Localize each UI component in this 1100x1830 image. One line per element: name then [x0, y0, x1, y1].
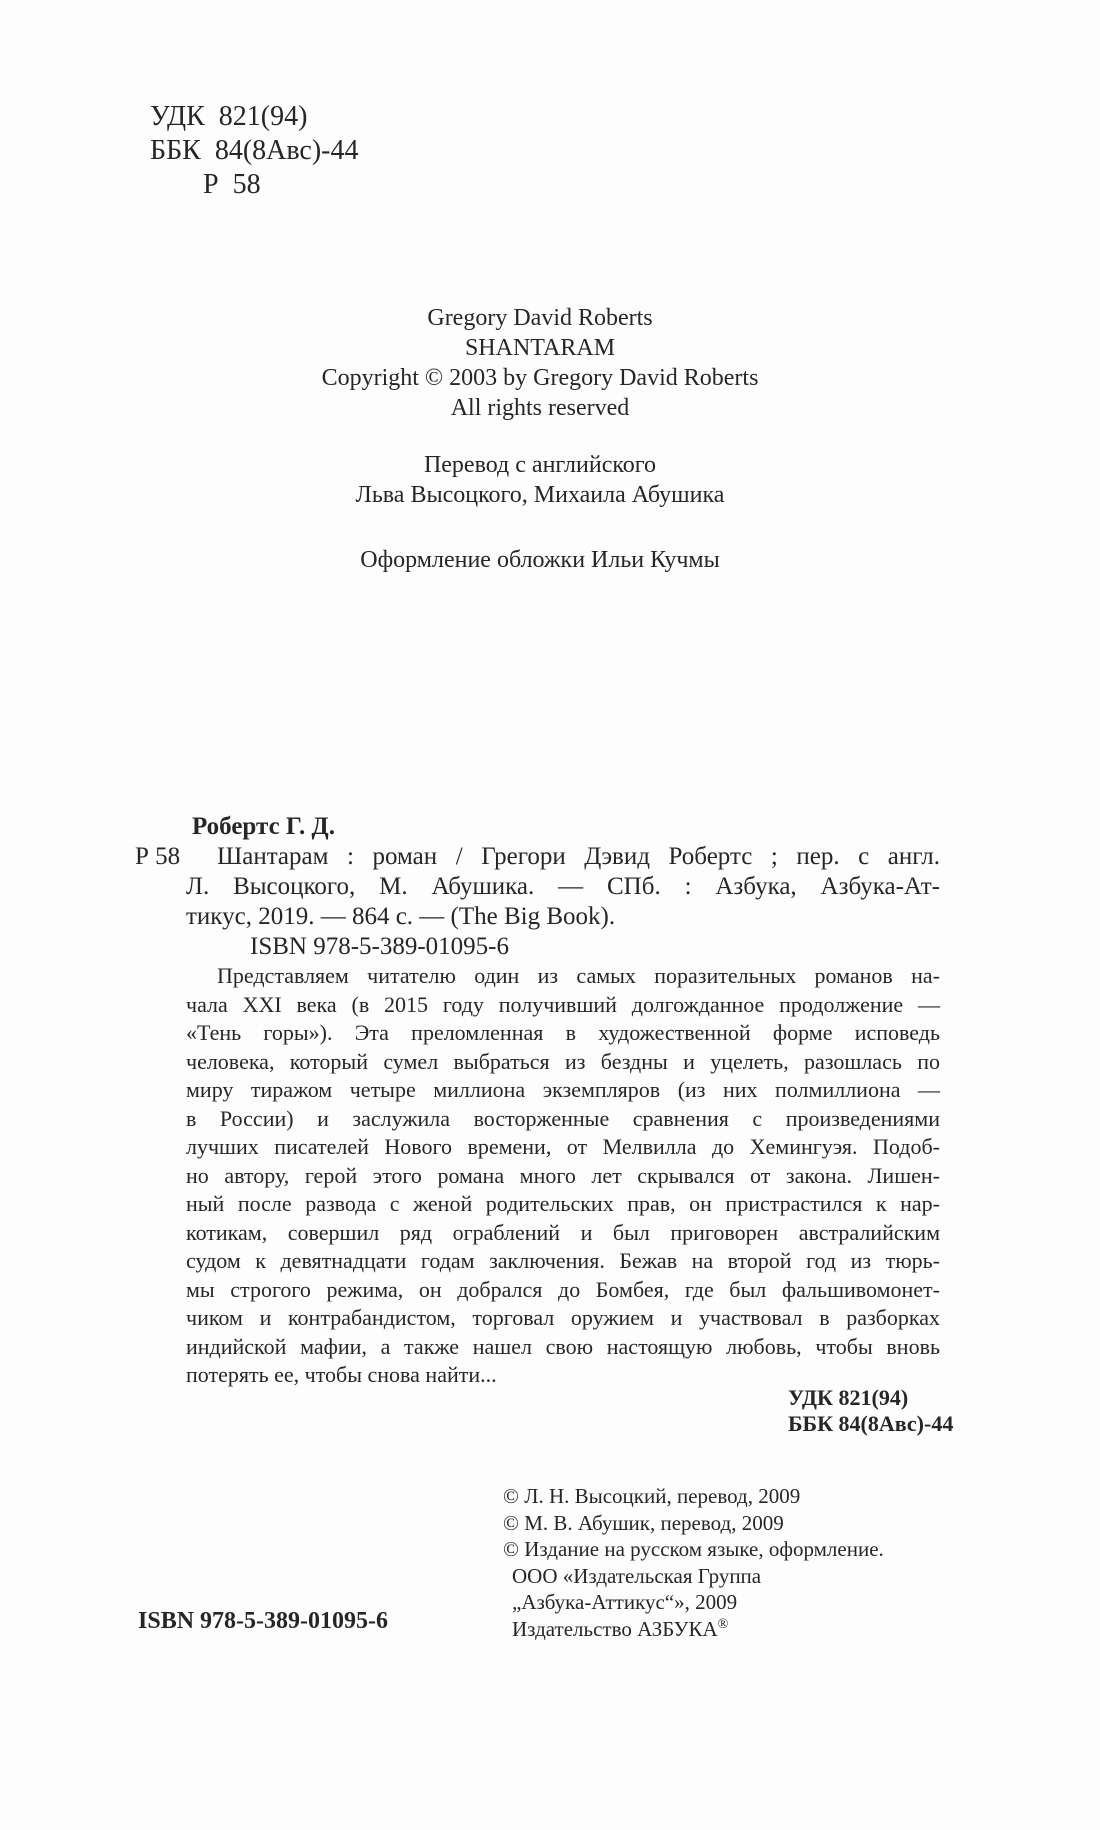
bbk-code: ББК 84(8Авс)-44: [150, 135, 359, 166]
text-line: «Тень горы»). Эта преломленная в художественной форме исповедь: [186, 1020, 940, 1045]
text-line: © Издание на русском языке, оформление.: [503, 1537, 884, 1561]
text-line: лучших писателей Нового времени, от Мелвилла до Хемингуэя. Подоб-: [186, 1134, 940, 1159]
isbn-bottom: ISBN 978-5-389-01095-6: [138, 1608, 388, 1634]
original-author: Gregory David Roberts: [427, 305, 653, 331]
translation-line: Перевод с английского: [423, 452, 657, 478]
text-line: Шантарам : роман / Грегори Дэвид Робертс ; пер. с англ.: [217, 843, 940, 870]
top-codes: [150, 100, 359, 202]
text-line: ный после развода с женой родительских прав, он пристрастился к нар-: [186, 1191, 940, 1216]
bib-record: [135, 812, 940, 962]
bib-isbn: ISBN 978-5-389-01095-6: [250, 933, 510, 960]
bottom-udk-code: УДК 821(94): [788, 1385, 909, 1410]
publisher-name: Издательство АЗБУКА: [512, 1616, 718, 1641]
text-line: чиком и контрабандистом, торговал оружием и участвовал в разборках: [186, 1305, 940, 1330]
translation-credit: [140, 450, 940, 510]
text-line: но автору, герой этого романа много лет скрывался от закона. Лишен-: [186, 1162, 940, 1188]
copyright-block: [503, 1483, 884, 1646]
bottom-codes: [788, 1385, 953, 1437]
bib-author-sign: Р 58: [135, 843, 181, 870]
text-line: тикус, 2019. — 864 с. — (The Big Book).: [186, 903, 616, 930]
registered-trademark-mark: ®: [717, 1616, 729, 1632]
text-line: миру тиражом четыре миллиона экземпляров (из них полмиллиона —: [186, 1077, 940, 1102]
text-line: потерять ее, чтобы снова найти...: [186, 1362, 497, 1387]
translators-names: Льва Высоцкого, Михаила Абушика: [355, 482, 725, 508]
text-line: Л. Высоцкого, М. Абушика. — СПб. : Азбука, Азбука-Ат-: [186, 873, 940, 900]
bib-author-heading: Робертс Г. Д.: [192, 813, 335, 840]
copyright-lines: [503, 1483, 884, 1616]
bottom-bbk-code: ББК 84(8Авс)-44: [788, 1411, 954, 1436]
text-line: „Азбука-Аттикус“», 2009: [512, 1590, 738, 1614]
text-line: © Л. Н. Высоцкий, перевод, 2009: [503, 1484, 801, 1508]
text-line: Представляем читателю один из самых поразительных романов на-: [217, 963, 940, 988]
original-rights-line: All rights reserved: [450, 395, 630, 421]
text-line: ООО «Издательская Группа: [512, 1563, 762, 1588]
annotation-paragraph: [186, 962, 940, 1390]
original-copyright-line: Copyright © 2003 by Gregory David Roberts: [321, 365, 759, 391]
publisher-line: [503, 1616, 884, 1647]
text-line: чала XXI века (в 2015 году получивший долгожданное продолжение —: [186, 991, 940, 1017]
text-line: © М. В. Абушик, перевод, 2009: [503, 1510, 784, 1535]
text-line: человека, который сумел выбраться из бездны и уцелеть, разошлась по: [186, 1048, 940, 1074]
udk-code: УДК 821(94): [150, 101, 308, 132]
text-line: в России) и заслужила восторженные сравнения с произведениями: [186, 1105, 940, 1131]
bib-entry: [186, 842, 940, 932]
text-line: котикам, совершил ряд ограблений и был приговорен австралийским: [186, 1219, 940, 1245]
text-line: мы строгого режима, он добрался до Бомбея, где был фальшивомонет-: [186, 1276, 940, 1302]
original-title: SHANTARAM: [464, 335, 616, 361]
text-line: индийской мафии, а также нашел свою настоящую любовь, чтобы вновь: [186, 1333, 940, 1359]
text-line: судом к девятнадцати годам заключения. Бежав на второй год из тюрь-: [186, 1248, 940, 1273]
author-sign-code: Р 58: [203, 169, 261, 200]
cover-design-credit: Оформление обложки Ильи Кучмы: [360, 547, 720, 573]
original-edition-block: [140, 303, 940, 423]
